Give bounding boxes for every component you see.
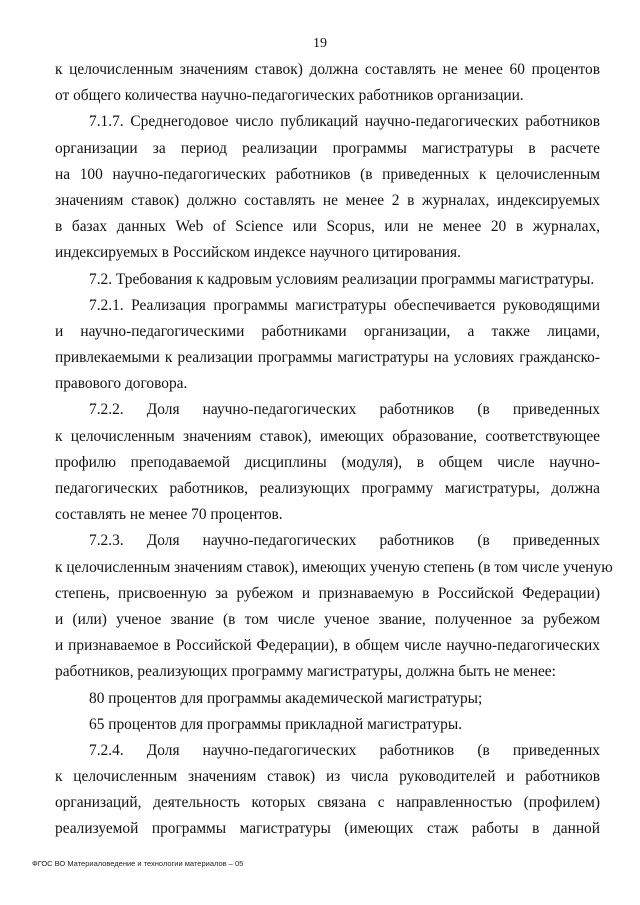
text-line: к целочисленным значениям ставок) должна составлять не менее 60 процентов bbox=[55, 61, 600, 78]
page-number: 19 bbox=[313, 36, 327, 51]
text-line: правового договора. bbox=[55, 375, 188, 393]
text-line: 7.2. Требования к кадровым условиям реализации программы магистратуры. bbox=[89, 270, 595, 288]
text-line: к целочисленным значениям ставок) из числа руководителей и работников bbox=[55, 768, 600, 786]
text-line: 80 процентов для программы академической магистратуры; bbox=[89, 689, 483, 707]
text-line: к целочисленным значениям ставок), имеющих образование, соответствующее bbox=[55, 427, 600, 445]
text-line: индексируемых в Российском индексе научного цитирования. bbox=[55, 244, 461, 262]
text-line: в базах данных Web of Science или Scopus, или не менее 20 в журналах, bbox=[55, 218, 600, 236]
text-line: реализуемой программы магистратуры (имеющих стаж работы в данной bbox=[55, 820, 600, 838]
text-line: к целочисленным значениям ставок), имеющих ученую степень (в том числе ученую bbox=[55, 558, 613, 576]
text-line: значениям ставок) должно составлять не менее 2 в журналах, индексируемых bbox=[55, 191, 600, 209]
text-line: 7.1.7. Среднегодовое число публикаций научно-педагогических работников bbox=[89, 113, 600, 131]
text-line: и признаваемое в Российской Федерации), в общем числе научно-педагогических bbox=[55, 637, 600, 655]
text-line: 7.2.2. Доля научно-педагогических работников (в приведенных bbox=[89, 401, 600, 419]
text-line: степень, присвоенную за рубежом и признаваемую в Российской Федерации) bbox=[55, 584, 600, 602]
text-line: от общего количества научно-педагогических работников организации. bbox=[55, 87, 524, 105]
text-line: 7.2.3. Доля научно-педагогических работников (в приведенных bbox=[89, 532, 600, 550]
text-line: 7.2.4. Доля научно-педагогических работников (в приведенных bbox=[89, 741, 600, 759]
text-line: организации за период реализации программы магистратуры в расчете bbox=[55, 139, 600, 157]
text-line: профилю преподаваемой дисциплины (модуля), в общем числе научно- bbox=[55, 453, 600, 471]
text-line: работников, реализующих программу магистратуры, должна быть не менее: bbox=[55, 663, 556, 681]
text-line: организаций, деятельность которых связана с направленностью (профилем) bbox=[55, 794, 600, 812]
text-line: на 100 научно-педагогических работников (в приведенных к целочисленным bbox=[55, 165, 600, 183]
text-line: педагогических работников, реализующих программу магистратуры, должна bbox=[55, 480, 600, 497]
text-line: составлять не менее 70 процентов. bbox=[55, 506, 283, 524]
text-line: и (или) ученое звание (в том числе ученое звание, полученное за рубежом bbox=[55, 610, 600, 628]
text-line: 7.2.1. Реализация программы магистратуры обеспечивается руководящими bbox=[89, 296, 600, 314]
document-footer: ФГОС ВО Материаловедение и технологии материалов – 05 bbox=[32, 859, 244, 868]
text-line: 65 процентов для программы прикладной магистратуры. bbox=[89, 715, 463, 733]
document-body bbox=[55, 57, 613, 843]
text-line: привлекаемыми к реализации программы магистратуры на условиях гражданско- bbox=[55, 349, 600, 367]
text-line: и научно-педагогическими работниками организации, а также лицами, bbox=[55, 322, 600, 340]
